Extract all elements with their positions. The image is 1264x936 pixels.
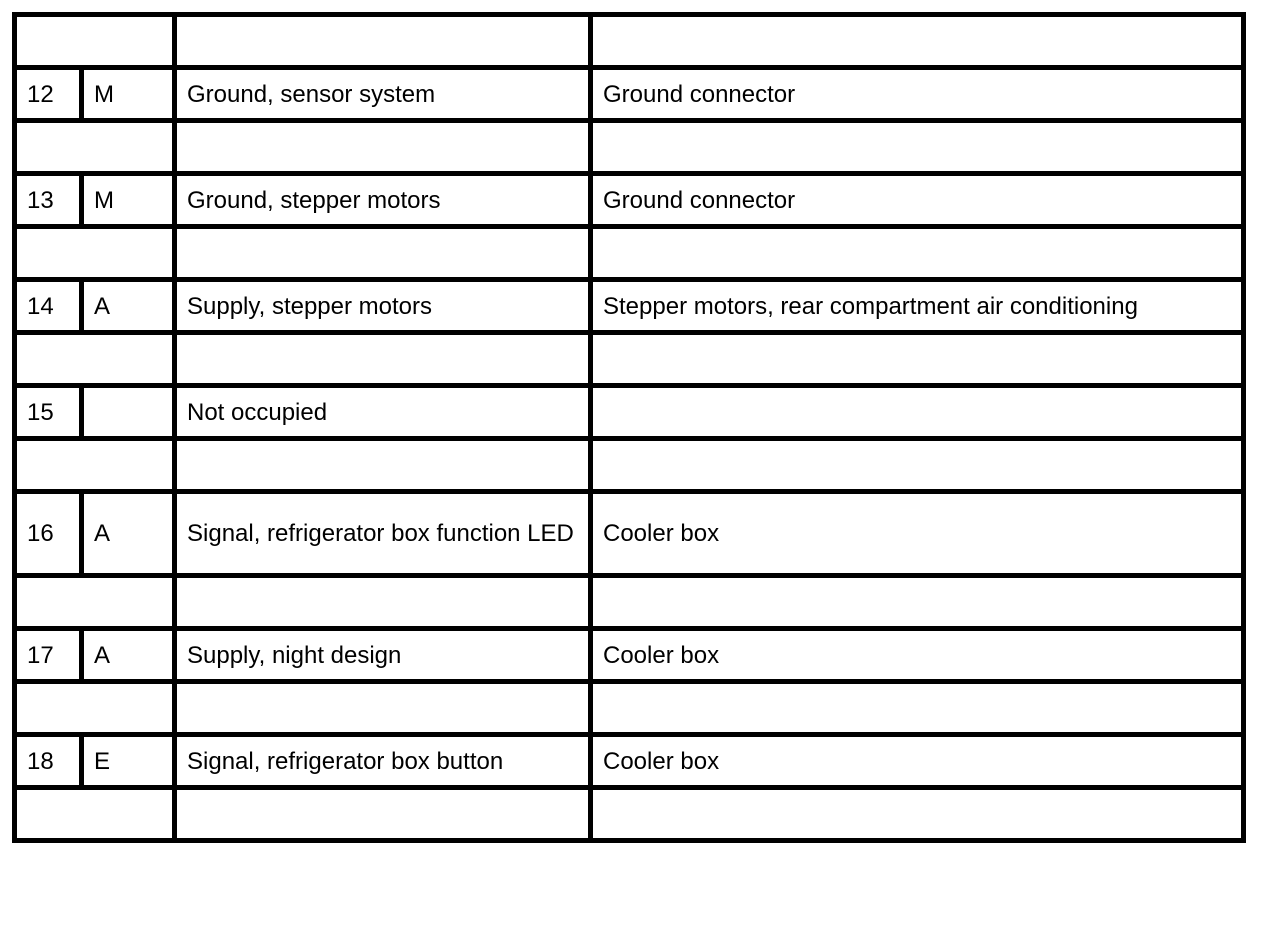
connection-cell: Ground connector: [591, 174, 1244, 227]
pin-table-body: [15, 15, 1244, 841]
signal-type-cell: M: [82, 68, 175, 121]
empty-cell: [175, 576, 591, 629]
pin-row: [15, 68, 1244, 121]
pin-number-cell: 16: [15, 492, 82, 576]
empty-cell: [15, 333, 175, 386]
pin-number-cell: 17: [15, 629, 82, 682]
empty-cell: [591, 576, 1244, 629]
empty-cell: [591, 682, 1244, 735]
signal-type-cell: [82, 386, 175, 439]
pin-number-cell: 14: [15, 280, 82, 333]
empty-cell: [175, 15, 591, 68]
empty-cell: [591, 227, 1244, 280]
connection-cell: Stepper motors, rear compartment air conditioning: [591, 280, 1244, 333]
signal-type-cell: E: [82, 735, 175, 788]
signal-type-cell: A: [82, 280, 175, 333]
pin-row: [15, 629, 1244, 682]
pin-row: [15, 280, 1244, 333]
pin-number-cell: 12: [15, 68, 82, 121]
empty-cell: [15, 682, 175, 735]
empty-cell: [175, 121, 591, 174]
signal-type-cell: M: [82, 174, 175, 227]
spacer-row: [15, 439, 1244, 492]
empty-cell: [591, 15, 1244, 68]
function-cell: Signal, refrigerator box button: [175, 735, 591, 788]
function-cell: Not occupied: [175, 386, 591, 439]
spacer-row: [15, 227, 1244, 280]
spacer-row: [15, 15, 1244, 68]
pin-row: [15, 386, 1244, 439]
signal-type-cell: A: [82, 629, 175, 682]
pin-number-cell: 13: [15, 174, 82, 227]
function-cell: Ground, sensor system: [175, 68, 591, 121]
empty-cell: [15, 15, 175, 68]
pin-assignment-table: [12, 12, 1246, 843]
empty-cell: [175, 227, 591, 280]
pin-number-cell: 15: [15, 386, 82, 439]
empty-cell: [175, 333, 591, 386]
spacer-row: [15, 682, 1244, 735]
spacer-row: [15, 788, 1244, 841]
connection-cell: Cooler box: [591, 629, 1244, 682]
function-cell: Signal, refrigerator box function LED: [175, 492, 591, 576]
connection-cell: Cooler box: [591, 735, 1244, 788]
empty-cell: [15, 576, 175, 629]
connection-cell: Ground connector: [591, 68, 1244, 121]
spacer-row: [15, 121, 1244, 174]
empty-cell: [591, 121, 1244, 174]
spacer-row: [15, 333, 1244, 386]
function-cell: Ground, stepper motors: [175, 174, 591, 227]
pin-row: [15, 492, 1244, 576]
empty-cell: [15, 788, 175, 841]
empty-cell: [15, 227, 175, 280]
spacer-row: [15, 576, 1244, 629]
pin-number-cell: 18: [15, 735, 82, 788]
pin-row: [15, 735, 1244, 788]
empty-cell: [591, 333, 1244, 386]
connection-cell: Cooler box: [591, 492, 1244, 576]
empty-cell: [175, 439, 591, 492]
empty-cell: [175, 682, 591, 735]
signal-type-cell: A: [82, 492, 175, 576]
empty-cell: [15, 121, 175, 174]
empty-cell: [175, 788, 591, 841]
empty-cell: [591, 439, 1244, 492]
function-cell: Supply, night design: [175, 629, 591, 682]
connection-cell: [591, 386, 1244, 439]
function-cell: Supply, stepper motors: [175, 280, 591, 333]
pin-row: [15, 174, 1244, 227]
empty-cell: [591, 788, 1244, 841]
empty-cell: [15, 439, 175, 492]
